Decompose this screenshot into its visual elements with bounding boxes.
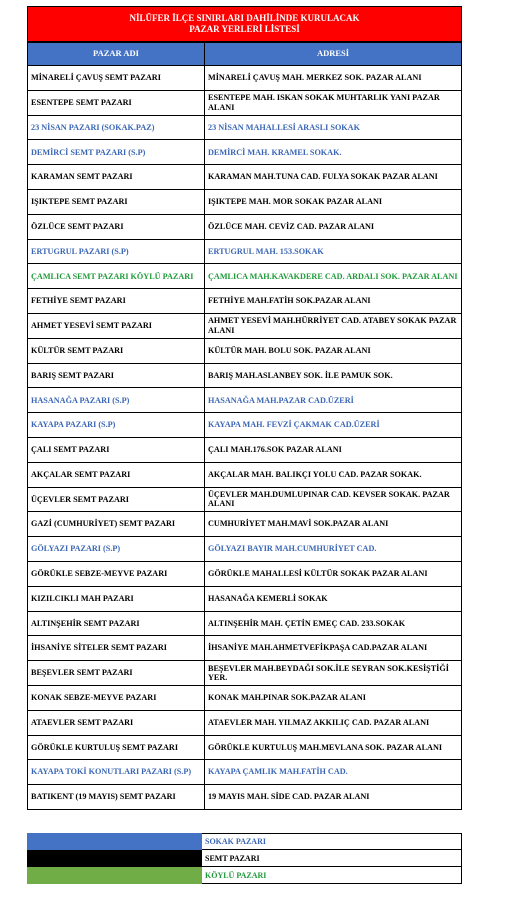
- market-name-cell: KARAMAN SEMT PAZARI: [28, 165, 205, 190]
- table-row: [28, 487, 462, 512]
- table-row: [28, 611, 462, 636]
- table-row: [28, 661, 462, 686]
- column-header-address: ADRESİ: [205, 43, 462, 66]
- page-title: [27, 6, 462, 42]
- market-list-sheet: [27, 6, 462, 810]
- table-row: [28, 685, 462, 710]
- market-name-cell: MİNARELİ ÇAVUŞ SEMT PAZARI: [28, 66, 205, 91]
- table-row: [28, 760, 462, 785]
- market-address-cell: 19 MAYIS MAH. SİDE CAD. PAZAR ALANI: [205, 785, 462, 810]
- legend-item: [27, 850, 462, 867]
- market-name-cell: DEMİRCİ SEMT PAZARI (S.P): [28, 140, 205, 165]
- legend-swatch: [27, 850, 202, 867]
- market-name-cell: ÜÇEVLER SEMT PAZARI: [28, 487, 205, 512]
- table-row: [28, 462, 462, 487]
- title-line-2: PAZAR YERLERİ LİSTESİ: [189, 24, 300, 34]
- table-row: [28, 264, 462, 289]
- table-row: [28, 512, 462, 537]
- market-address-cell: ATAEVLER MAH. YILMAZ AKKILIÇ CAD. PAZAR ALANI: [205, 710, 462, 735]
- market-name-cell: BARIŞ SEMT PAZARI: [28, 363, 205, 388]
- market-name-cell: HASANAĞA PAZARI (S.P): [28, 388, 205, 413]
- market-name-cell: AHMET YESEVİ SEMT PAZARI: [28, 313, 205, 338]
- table-row: [28, 785, 462, 810]
- table-row: [28, 710, 462, 735]
- legend-swatch: [27, 833, 202, 850]
- market-name-cell: GÖRÜKLE KURTULUŞ SEMT PAZARI: [28, 735, 205, 760]
- market-address-cell: ÖZLÜCE MAH. CEVİZ CAD. PAZAR ALANI: [205, 214, 462, 239]
- table-row: [28, 561, 462, 586]
- table-row: [28, 735, 462, 760]
- table-row: [28, 437, 462, 462]
- table-row: [28, 239, 462, 264]
- market-name-cell: KONAK SEBZE-MEYVE PAZARI: [28, 685, 205, 710]
- market-table: [27, 42, 462, 810]
- market-address-cell: ALTINŞEHİR MAH. ÇETİN EMEÇ CAD. 233.SOKAK: [205, 611, 462, 636]
- table-row: [28, 165, 462, 190]
- market-address-cell: AKÇALAR MAH. BALIKÇI YOLU CAD. PAZAR SOKAK.: [205, 462, 462, 487]
- market-name-cell: ÇALI SEMT PAZARI: [28, 437, 205, 462]
- table-row: [28, 363, 462, 388]
- legend-label: SEMT PAZARI: [202, 850, 462, 867]
- market-address-cell: ÇAMLICA MAH.KAVAKDERE CAD. ARDALI SOK. PAZAR ALANI: [205, 264, 462, 289]
- market-name-cell: ÖZLÜCE SEMT PAZARI: [28, 214, 205, 239]
- market-name-cell: ÇAMLICA SEMT PAZARI KÖYLÜ PAZARI: [28, 264, 205, 289]
- market-address-cell: KONAK MAH.PINAR SOK.PAZAR ALANI: [205, 685, 462, 710]
- market-address-cell: MİNARELİ ÇAVUŞ MAH. MERKEZ SOK. PAZAR ALANI: [205, 66, 462, 91]
- table-row: [28, 313, 462, 338]
- market-name-cell: KAYAPA TOKİ KONUTLARI PAZARI (S.P): [28, 760, 205, 785]
- market-address-cell: KARAMAN MAH.TUNA CAD. FULYA SOKAK PAZAR ALANI: [205, 165, 462, 190]
- market-address-cell: ÜÇEVLER MAH.DUMLUPINAR CAD. KEVSER SOKAK. PAZAR ALANI: [205, 487, 462, 512]
- column-header-name: PAZAR ADI: [28, 43, 205, 66]
- market-address-cell: GÖLYAZI BAYIR MAH.CUMHURİYET CAD.: [205, 537, 462, 562]
- legend: [27, 833, 462, 884]
- market-name-cell: ESENTEPE SEMT PAZARI: [28, 90, 205, 115]
- market-name-cell: KÜLTÜR SEMT PAZARI: [28, 338, 205, 363]
- market-address-cell: FETHİYE MAH.FATİH SOK.PAZAR ALANI: [205, 289, 462, 314]
- market-name-cell: ALTINŞEHİR SEMT PAZARI: [28, 611, 205, 636]
- market-address-cell: HASANAĞA MAH.PAZAR CAD.ÜZERİ: [205, 388, 462, 413]
- table-header-row: [28, 43, 462, 66]
- market-address-cell: İHSANİYE MAH.AHMETVEFİKPAŞA CAD.PAZAR ALANI: [205, 636, 462, 661]
- market-name-cell: GAZİ (CUMHURİYET) SEMT PAZARI: [28, 512, 205, 537]
- table-body: [28, 66, 462, 810]
- market-name-cell: KIZILCIKLI MAH PAZARI: [28, 586, 205, 611]
- market-address-cell: GÖRÜKLE KURTULUŞ MAH.MEVLANA SOK. PAZAR ALANI: [205, 735, 462, 760]
- market-address-cell: 23 NİSAN MAHALLESİ ARASLI SOKAK: [205, 115, 462, 140]
- table-row: [28, 115, 462, 140]
- legend-item: [27, 833, 462, 850]
- market-address-cell: CUMHURİYET MAH.MAVİ SOK.PAZAR ALANI: [205, 512, 462, 537]
- legend-label: SOKAK PAZARI: [202, 833, 462, 850]
- market-address-cell: ERTUGRUL MAH. 153.SOKAK: [205, 239, 462, 264]
- market-address-cell: DEMİRCİ MAH. KRAMEL SOKAK.: [205, 140, 462, 165]
- table-row: [28, 189, 462, 214]
- market-address-cell: GÖRÜKLE MAHALLESİ KÜLTÜR SOKAK PAZAR ALANI: [205, 561, 462, 586]
- market-name-cell: 23 NİSAN PAZARI (SOKAK.PAZ): [28, 115, 205, 140]
- table-row: [28, 537, 462, 562]
- market-address-cell: KAYAPA MAH. FEVZİ ÇAKMAK CAD.ÜZERİ: [205, 413, 462, 438]
- legend-item: [27, 867, 462, 884]
- market-name-cell: ERTUGRUL PAZARI (S.P): [28, 239, 205, 264]
- table-row: [28, 140, 462, 165]
- market-name-cell: GÖRÜKLE SEBZE-MEYVE PAZARI: [28, 561, 205, 586]
- table-row: [28, 289, 462, 314]
- market-address-cell: AHMET YESEVİ MAH.HÜRRİYET CAD. ATABEY SOKAK PAZAR ALANI: [205, 313, 462, 338]
- market-address-cell: IŞIKTEPE MAH. MOR SOKAK PAZAR ALANI: [205, 189, 462, 214]
- market-address-cell: HASANAĞA KEMERLİ SOKAK: [205, 586, 462, 611]
- table-row: [28, 586, 462, 611]
- market-name-cell: AKÇALAR SEMT PAZARI: [28, 462, 205, 487]
- title-line-1: NİLÜFER İLÇE SINIRLARI DAHİLİNDE KURULACAK: [129, 13, 360, 23]
- market-name-cell: BEŞEVLER SEMT PAZARI: [28, 661, 205, 686]
- market-name-cell: BATIKENT (19 MAYIS) SEMT PAZARI: [28, 785, 205, 810]
- table-row: [28, 66, 462, 91]
- market-name-cell: İHSANİYE SİTELER SEMT PAZARI: [28, 636, 205, 661]
- table-row: [28, 214, 462, 239]
- market-address-cell: KÜLTÜR MAH. BOLU SOK. PAZAR ALANI: [205, 338, 462, 363]
- legend-swatch: [27, 867, 202, 884]
- market-name-cell: KAYAPA PAZARI (S.P): [28, 413, 205, 438]
- table-row: [28, 636, 462, 661]
- market-name-cell: ATAEVLER SEMT PAZARI: [28, 710, 205, 735]
- market-name-cell: GÖLYAZI PAZARI (S.P): [28, 537, 205, 562]
- market-address-cell: BARIŞ MAH.ASLANBEY SOK. İLE PAMUK SOK.: [205, 363, 462, 388]
- market-address-cell: ÇALI MAH.176.SOK PAZAR ALANI: [205, 437, 462, 462]
- table-row: [28, 90, 462, 115]
- table-row: [28, 413, 462, 438]
- market-address-cell: ESENTEPE MAH. ISKAN SOKAK MUHTARLIK YANI PAZAR ALANI: [205, 90, 462, 115]
- market-name-cell: IŞIKTEPE SEMT PAZARI: [28, 189, 205, 214]
- table-row: [28, 338, 462, 363]
- market-address-cell: BEŞEVLER MAH.BEYDAĞI SOK.İLE SEYRAN SOK.KESİŞTİĞİ YER.: [205, 661, 462, 686]
- market-name-cell: FETHİYE SEMT PAZARI: [28, 289, 205, 314]
- market-address-cell: KAYAPA ÇAMLIK MAH.FATİH CAD.: [205, 760, 462, 785]
- legend-label: KÖYLÜ PAZARI: [202, 867, 462, 884]
- table-row: [28, 388, 462, 413]
